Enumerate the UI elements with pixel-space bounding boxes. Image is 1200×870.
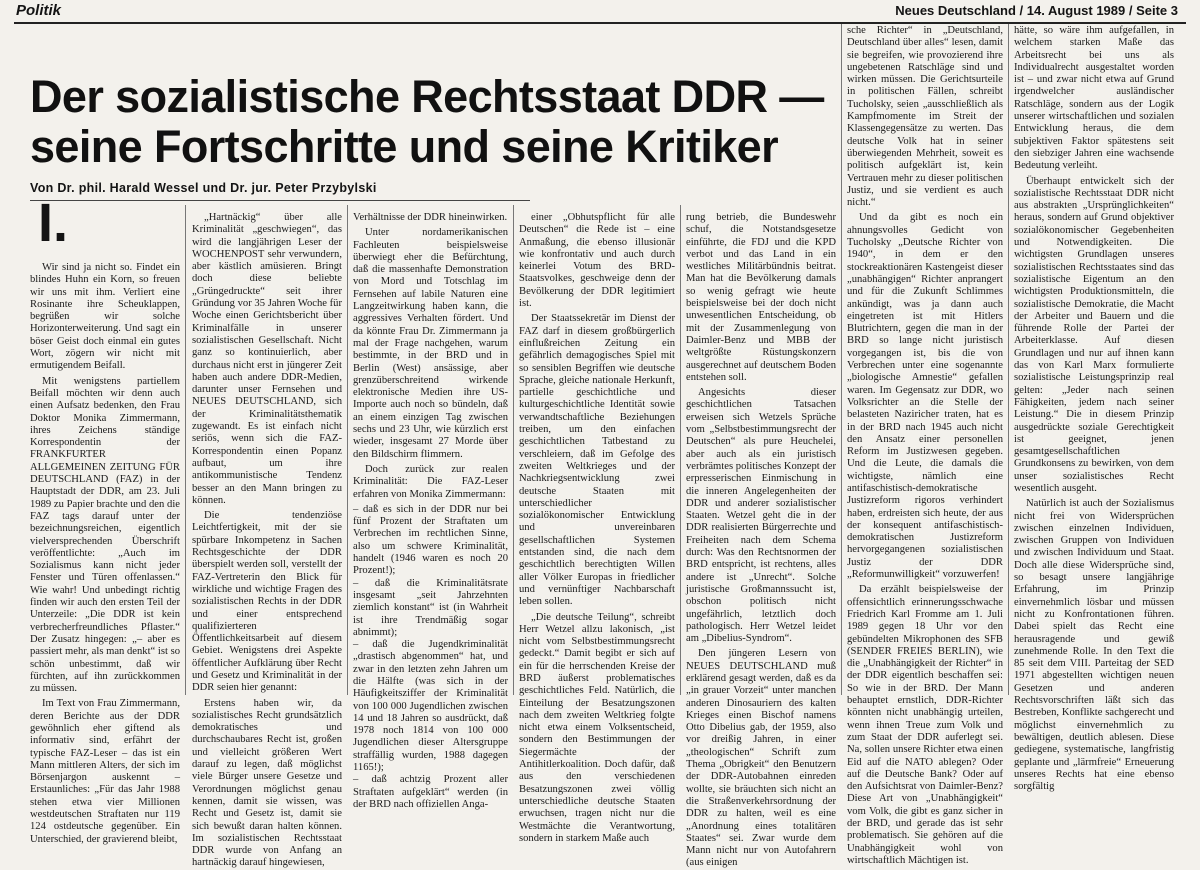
list-item: – daß die Jugendkriminalität „drastisch abgenommen“ hat, und zwar in den letzten zehn Jahren um die Hälfte (was sich in der Häufigkeitsziffer der Kriminalität von 100 000 Jugendlichen zwischen 14 und 18 Jahren so ausdrückt, daß 1978 noch 1814 von 100 000 Jugendlichen dieser Altersgruppe straffällig wurden, 1988 dagegen 1165!);	[353, 639, 508, 774]
paragraph: rung betrieb, die Bundeswehr schuf, die Notstandsgesetze einführte, die FDJ und die KPD verbot und das Land in ein westliches Militärbündnis beitrat. Man hat die Bevölkerung damals so wenig gefragt wie heute beispielsweise bei der doch nicht unwesentlichen Entscheidung, ob mit der Zusammenlegung von Daimler-Benz und MBB der weltgrößte Rüstungskonzern ausgerechnet auf deutschem Boden entstehen soll.	[686, 212, 836, 383]
paragraph: hätte, so wäre ihm aufgefallen, in welchem starken Maße das Arbeitsrecht bei uns als Individualrecht ausgestaltet worden ist – und zwar nicht etwa auf Grund irgendwelcher ausländischer Ratschläge, sondern aus der Logik unserer wirtschaftlichen und sozialen Entwicklung heraus, die dem subjektiven Faktor spätestens seit den siebziger Jahren eine wachsende Bedeutung verleiht.	[1014, 25, 1174, 172]
paragraph: Natürlich ist auch der Sozialismus nicht frei von Widersprüchen zwischen einzelnen Individuen, zwischen Gruppen von Individuen und zwischen Individuum und Staat. Doch alle diese Widersprüche sind, so besagt unsere langjährige Erfahrung, im Prinzip einvernehmlich lösbar und müssen nicht zu Konfrontationen führen. Dabei spielt das Recht eine herausragende und gewiß zunehmende Rolle. In den Text die 85 seit dem VIII. Parteitag der SED 1971 abgestellten wichtigen neuen Gesetzen und anderen Rechtsvorschriften läßt sich das Bestreben, Konflikte sachgerecht und möglichst einvernehmlich zu bewältigen, deutlich ablesen. Diese gediegene, systematische, langfristig geplante und „lärmfreie“ Erneuerung unseres Rechts hat eine ebenso sorgfältig	[1014, 498, 1174, 793]
paragraph: Unter nordamerikanischen Fachleuten beispielsweise überwiegt eher die Befürchtung, daß die massenhafte Demonstration von Mord und Totschlag im Fernsehen auf labile Naturen eine Langzeitwirkung haben kann, die aggressives Verhalten fördert. Und da könnte Frau Dr. Zimmermann ja mal der Frage nachgehen, warum bestimmte, in der BRD und in Berlin (West) ansässige, aber grenzüberschreitend wirkende elektronische Medien ihre US-Importe auch noch so bündeln, daß an einem einzigen Tag zwischen sechs und 23 Uhr, wie kürzlich erst wieder, insgesamt 27 Morde über den Bildschirm flimmern.	[353, 227, 508, 460]
part-marker: I.	[38, 193, 69, 253]
column-divider	[841, 24, 842, 695]
paragraph: Der Staatssekretär im Dienst der FAZ darf in diesem großbürgerlich einflußreichen Zeitung ein gefährlich demagogisches Spiel mit so sensiblen Begriffen wie deutsche Sprache, gleiche nationale Herkunft, partielle geschichtliche und kulturgeschichtliche Identität sowie verwandtschaftliche Beziehungen treiben, um den einfachen geschichtlichen Tatbestand zu verschleiern, daß im Gefolge des zweiten Weltkrieges und der Nachkriegsentwicklung zwei deutsche Staaten mit unterschiedlicher sozialökonomischer Entwicklung und unvereinbaren gesellschaftlichen Systemen entstanden sind, die nach dem geschichtlich berechtigten Willen aller Völker Europas in friedlicher und vernünftiger Nachbarschaft leben sollen.	[519, 313, 675, 608]
paragraph: Mit wenigstens partiellem Beifall möchten wir denn auch einen Aufsatz bedenken, den Frau Doktor Monika Zimmermann, ihres Zeichens ständige Korrespondentin der FRANKFURTER ALLGEMEINEN ZEITUNG FÜR DEUTSCHLAND (FAZ) in der Hauptstadt der DDR, am 23. Juli 1989 zu Papier brachte und den die FAZ tags darauf unter der bezeichnungsreichen, eigentlich vielversprechenden Überschrift veröffentlichte: „Auch im Sozialismus kann nicht jeder Fenster und Türen offenlassen.“ Wie wahr! Und unbedingt richtig finden wir auch den ersten Teil der Unterzeile: „Die DDR ist kein verbrecherfreundliches Pflaster.“ Der Zusatz hingegen: „– aber es passiert mehr, als man denkt“ ist so schön unbestimmt, daß wir fürchten, auf ihn zurückkommen zu müssen.	[30, 375, 180, 695]
paragraph: Die tendenziöse Leichtfertigkeit, mit der sie spürbare Inkompetenz in Sachen Rechtsgeschichte der DDR überspielt werden soll, verstellt der FAZ-Vertreterin den Blick für wirkliche und wichtige Fragen des sozialistischen Rechts in der DDR und einer entsprechend qualifizierteren Öffentlichkeitsarbeit auf diesem Gebiet. Wenigstens drei Aspekte öffentlicher Aufklärung über Recht und Gesetz und Kriminalität in der DDR seien hier genannt:	[192, 510, 342, 694]
page-masthead	[14, 0, 1186, 24]
paragraph: Und da gibt es noch ein ahnungsvolles Gedicht von Tucholsky „Deutsche Richter von 1940“, in dem er den stockreaktionären Kastengeist dieser „unabhängigen“ Richter anprangert und für die Zukunft Schlimmes ankündigt, was ja dann auch eingetreten ist mit Hitlers Blutrichtern, gegen die man in der BRD so lange nicht juristisch vorgegangen ist, bis die von Verbrechen unter eine sogenannte „biologische Amnestie“ gefallen waren. Im Gegensatz zur DDR, wo Volksrichter an die Stelle der belasteten Naziricher traten, hat es in der BRD nach 1945 auch nicht den Ansatz einer personellen Reform im Justizwesen gegeben. Und die Leute, die damals die wichtigste, nämlich eine antifaschistisch-demokratische Justizreform rigoros verhindert haben, erdreisten sich heute, der aus der konsequent antifaschistisch-demokratischen Justizreform hervorgegangenen sozialistischen Justiz der DDR „Reformunwilligkeit“ vorzuwerfen!	[847, 212, 1003, 581]
section-label: Politik	[16, 2, 62, 19]
column-divider	[185, 205, 186, 695]
article-column-4	[519, 212, 675, 844]
paragraph: Überhaupt entwickelt sich der sozialistische Rechtsstaat DDR nicht aus abstrakten „Ursprünglichkeiten“ heraus, sondern auf Grund objektiver sozialökonomischer Gegebenheiten und Notwendigkeiten. Die wichtigsten Grundlagen unseres sozialistischen Rechtsstaates sind das sozialistische Eigentum an den wichtigsten Produktionsmitteln, die sozialistische Demokratie, die Macht der Arbeiter und Bauern und die führende Rolle der Partei der Arbeiterklasse. Auf diesen Grundlagen und nur auf ihnen kann das von Karl Marx formulierte sozialistische Leistungsprinzip real gelten: „Jeder nach seinen Fähigkeiten, jedem nach seiner Leistung.“ Die in diesem Prinzip ausgedrückte soziale Gerechtigkeit ist geeignet, jenen gesamtgesellschaftlichen Grundkonsens zu bewirken, von dem unser sozialistisches Recht wesentlich ausgeht.	[1014, 175, 1174, 494]
article-headline	[30, 71, 824, 172]
byline: Von Dr. phil. Harald Wessel und Dr. jur. Peter Przybylski	[30, 181, 377, 195]
paragraph: Angesichts dieser geschichtlichen Tatsachen erweisen sich Wetzels Sprüche vom „Selbstbestimmungsrecht der Deutschen“ als pure Heuchelei, aber auch als ein juristisch verbrämtes politisches Konzept der erpresserischen Einmischung in die inneren Angelegenheiten der DDR und anderer sozialistischer Staaten. Wetzel geht die in der DDR realisierten Bürgerrechte und Freiheiten nach dem Schema durch: Was den Rechtsnormen der BRD entspricht, ist rechtens, alles andere ist „Unrecht“. Solche juristische Großmannssucht ist, obschon politisch nicht ungefährlich, letztlich doch pathologisch. Herr Wetzel leidet am „Dibelius-Syndrom“.	[686, 387, 836, 645]
headline-line-1: Der sozialistische Rechtsstaat DDR —	[30, 71, 824, 122]
paragraph: Erstens haben wir, da sozialistisches Recht grundsätzlich demokratisches und durchschaubares Recht ist, großen und vielleicht größeren Wert darauf zu legen, daß möglichst viele Bürger unsere Gesetze und Verordnungen möglichst genau kennen, damit sie wissen, was Recht und Gesetz ist, damit sie sich bewußt daran halten können. Im sozialistischen Rechtsstaat DDR wurde von Anfang an hartnäckig darauf hingewiesen,	[192, 697, 342, 869]
column-divider	[1008, 24, 1009, 695]
article-column-7	[1014, 25, 1174, 793]
dateline: Neues Deutschland / 14. August 1989 / Seite 3	[895, 3, 1178, 18]
byline-rule	[30, 200, 530, 201]
paragraph: Doch zurück zur realen Kriminalität: Die FAZ-Leser erfahren von Monika Zimmermann:	[353, 463, 508, 500]
headline-line-2: seine Fortschritte und seine Kritiker	[30, 121, 779, 172]
paragraph: Verhältnisse der DDR hineinwirken.	[353, 212, 508, 223]
column-divider	[347, 205, 348, 695]
list-item: – daß achtzig Prozent aller Straftaten aufgeklärt“ werden (in der BRD nach offiziellen Anga-	[353, 774, 508, 811]
paragraph: einer „Obhutspflicht für alle Deutschen“ die Rede ist – eine Anmaßung, die ebenso illusionär wie konfrontativ und auch durch keinerlei Votum des BRD-Staatsvolkes, geschweige denn der Bevölkerung der DDR legitimiert ist.	[519, 212, 675, 310]
paragraph: „Hartnäckig“ über alle Kriminalität „geschwiegen“, das wird die langjährigen Leser der WOCHENPOST sehr verwundern, aber kästlich amüsieren. Bringt doch diese beliebte „Grüngedruckte“ seit ihrer Gründung vor 35 Jahren Woche für Woche einen Gerichtsbericht über Kriminalfälle in unserer sozialistischen Gesellschaft. Nicht ganz so kontinuierlich, aber durchaus nicht erst in jüngerer Zeit haben auch andere DDR-Medien, darunter unser Fernsehen und NEUES DEUTSCHLAND, sich der Kriminalitätsthematik zugewandt. Es ist einfach nicht seriös, wenn sich die FAZ-Korrespondentin einen Popanz aufbaut, um ihre antikommunistische Tendenz besser an den Mann bringen zu können.	[192, 212, 342, 506]
column-divider	[513, 205, 514, 695]
article-column-3	[353, 212, 508, 810]
article-column-2	[192, 212, 342, 869]
article-column-6	[847, 25, 1003, 866]
list-item: – daß die Kriminalitätsrate insgesamt „seit Jahrzehnten ziemlich konstant“ ist (in Wahrheit ist ihre Trendmäßig sogar abnimmt);	[353, 578, 508, 639]
article-column-1	[30, 262, 180, 845]
paragraph: sche Richter“ in „Deutschland, Deutschland über alles“ lesen, damit sie begreifen, wie provozierend ihre ungebetenen Ratschläge sind und wirken müssen. Die Gerichtsurteile in politischen Fällen, schreibt Tucholsky, seien „ausschließlich als Kampfmomente im Streit der Klassengegensätze zu werten. Das deutsche Volk hat in seiner überwiegenden Mehrheit, soweit es politisch aufgeklärt ist, kein Vertrauen mehr zu dieser politischen Justiz, und sie verdient es auch nicht.“	[847, 25, 1003, 209]
paragraph: Den jüngeren Lesern von NEUES DEUTSCHLAND muß erklärend gesagt werden, daß es da „in grauer Vorzeit“ unter manchen anderen Dinosauriern des kalten Krieges einen Bischof namens Otto Dibelius gab, der 1959, also vor dreißig Jahren, in einer „theologischen“ Schrift zum Thema „Obrigkeit“ den Benutzern der DDR-Autobahnen einreden wollte, sie bräuchten sich nicht an die Straßenverkehrsordnung der DDR zu halten, weil es eine „Anordnung eines totalitären Staates“ sei. Zwar wurde dem Mann nicht nur von Autofahrern (aus einigen	[686, 648, 836, 869]
paragraph: Da erzählt beispielsweise der offensichtlich erinnerungsschwache Friedrich Karl Fromme am 1. Juli 1989 gegen 18 Uhr vor den gebündelten Mikrophonen des SFB (SENDER FREIES BERLIN), wie die „Unabhängigkeit der Richter“ in der DDR eigentlich beschaffen sei: So wie in der BRD. Der Mann behauptet ernstlich, DDR-Richter könnten nicht unabhängig urteilen, wenn ihnen Treue zum Volk und zum Staat der DDR auferlegt sei. Na, sollen unsere Richter etwa einen Eid auf die NATO ablegen? Oder auf die Deutsche Bank? Oder auf den Aufsichtsrat von Daimler-Benz? Diese Art von „Unabhängigkeit“ vom Volk, die gibt es ganz sicher in der BRD, und gerade das ist sehr problematisch. Sie gehören auf die Unabhängigkeit wohl von wirtschaftlich Mächtigen ist.	[847, 584, 1003, 866]
column-divider	[680, 205, 681, 695]
paragraph: Im Text von Frau Zimmermann, deren Berichte aus der DDR gewöhnlich eher giftend als informativ sind, erfährt der typische FAZ-Leser – das ist ein Mann mittleren Alters, der sich im Börsenjargon auskennt – Erstaunliches: „Für das Jahr 1988 stehen etwa vier Millionen westdeutschen Straftaten nur 119 124 ostdeutsche gegenüber. Ein Unterschied, der gravierend bleibt,	[30, 698, 180, 845]
list-item: – daß es sich in der DDR nur bei fünf Prozent der Straftaten um Verbrechen im rechtlichen Sinne, also um schwere Kriminalität, handelt (1946 waren es noch 20 Prozent!);	[353, 504, 508, 578]
paragraph: Wir sind ja nicht so. Findet ein blindes Huhn ein Korn, so freuen wir uns mit ihm. Verliert eine Rosinante ihre Scheuklappen, begrüßen wir solche Horizonterweiterung. Und sagt ein böser Geist doch einmal ein gutes Wort, zögern wir nicht mit ermutigendem Beifall.	[30, 262, 180, 372]
paragraph: „Die deutsche Teilung“, schreibt Herr Wetzel allzu lakonisch, „ist nicht vom Selbstbestimmungsrecht gedeckt.“ Damit begibt er sich auf ein für die herrschenden Kreise der BRD äußerst problematisches geschichtliches Feld. Natürlich, die Einteilung der Besatzungszonen nach dem zweiten Weltkrieg folgte nicht etwa einem Volksentscheid, sondern den Bestimmungen der Siegermächte der Antihitlerkoalition. Doch dafür, daß aus den verschiedenen Besatzungszonen zwei völlig unterschiedliche deutsche Staaten erwuchsen, tragen nicht nur die Westmächte die Verantwortung, sondern in starkem Maße auch	[519, 611, 675, 844]
statistics-list	[353, 504, 508, 811]
article-column-5	[686, 212, 836, 869]
